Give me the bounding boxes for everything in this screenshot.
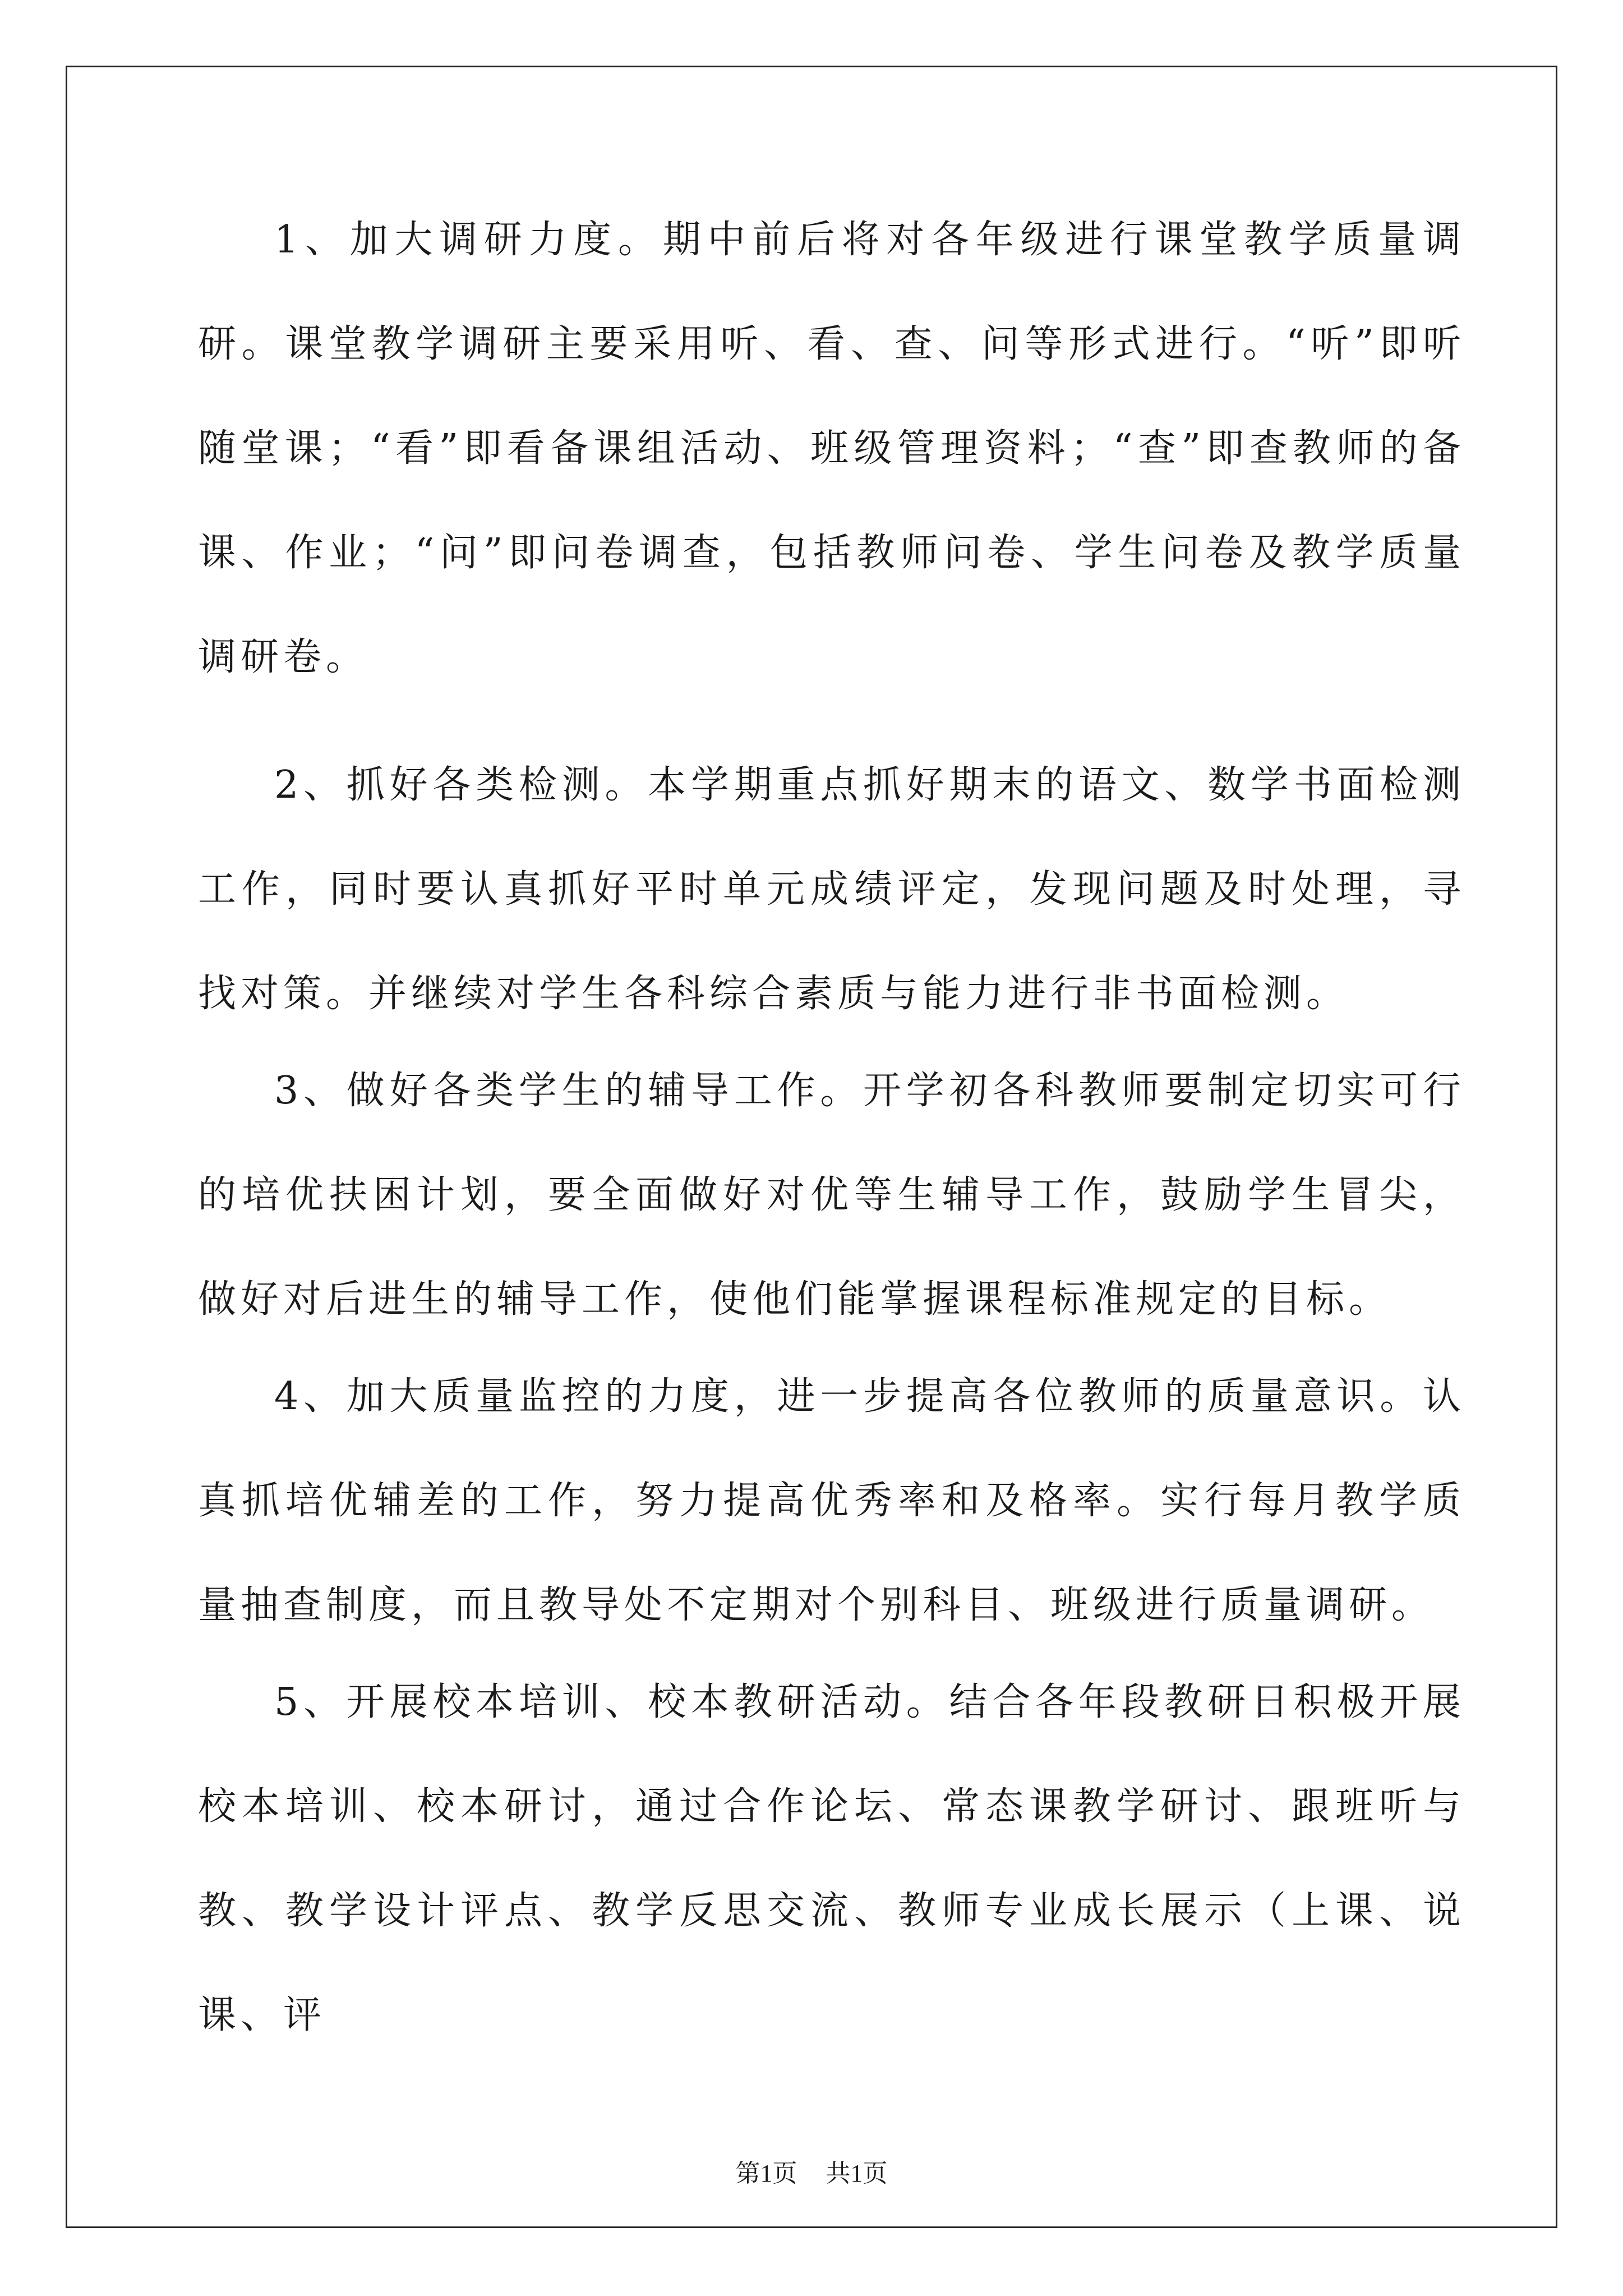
paragraph-3: 3、做好各类学生的辅导工作。开学初各科教师要制定切实可行的培优扶困计划，要全面做好对优等生辅导工作，鼓励学生冒尖，做好对后进生的辅导工作，使他们能掌握课程标准规定的目标。 (198, 1069, 1465, 1322)
paragraph-4: 4、加大质量监控的力度，进一步提高各位教师的质量意识。认真抓培优辅差的工作，努力提高优秀率和及格率。实行每月教学质量抽查制度，而且教导处不定期对个别科目、班级进行质量调研。 (198, 1374, 1465, 1627)
paragraph-1: 1、加大调研力度。期中前后将对各年级进行课堂教学质量调研。课堂教学调研主要采用听、看、查、问等形式进行。“听”即听随堂课；“看”即看备课组活动、班级管理资料；“查”即查教师的备课、作业；“问”即问卷调查，包括教师问卷、学生问卷及教学质量调研卷。 (198, 218, 1465, 679)
page-footer (0, 2153, 1623, 2189)
paragraph-5: 5、开展校本培训、校本教研活动。结合各年段教研日积极开展校本培训、校本研讨，通过合作论坛、常态课教学研讨、跟班听与教、教学设计评点、教学反思交流、教师专业成长展示（上课、说课、评 (198, 1680, 1465, 2037)
paragraph-2: 2、抓好各类检测。本学期重点抓好期末的语文、数学书面检测工作，同时要认真抓好平时单元成绩评定，发现问题及时处理，寻找对策。并继续对学生各科综合素质与能力进行非书面检测。 (198, 763, 1465, 1016)
page-total: 共1页 (826, 2160, 888, 2187)
page-number: 第1页 (735, 2160, 797, 2187)
